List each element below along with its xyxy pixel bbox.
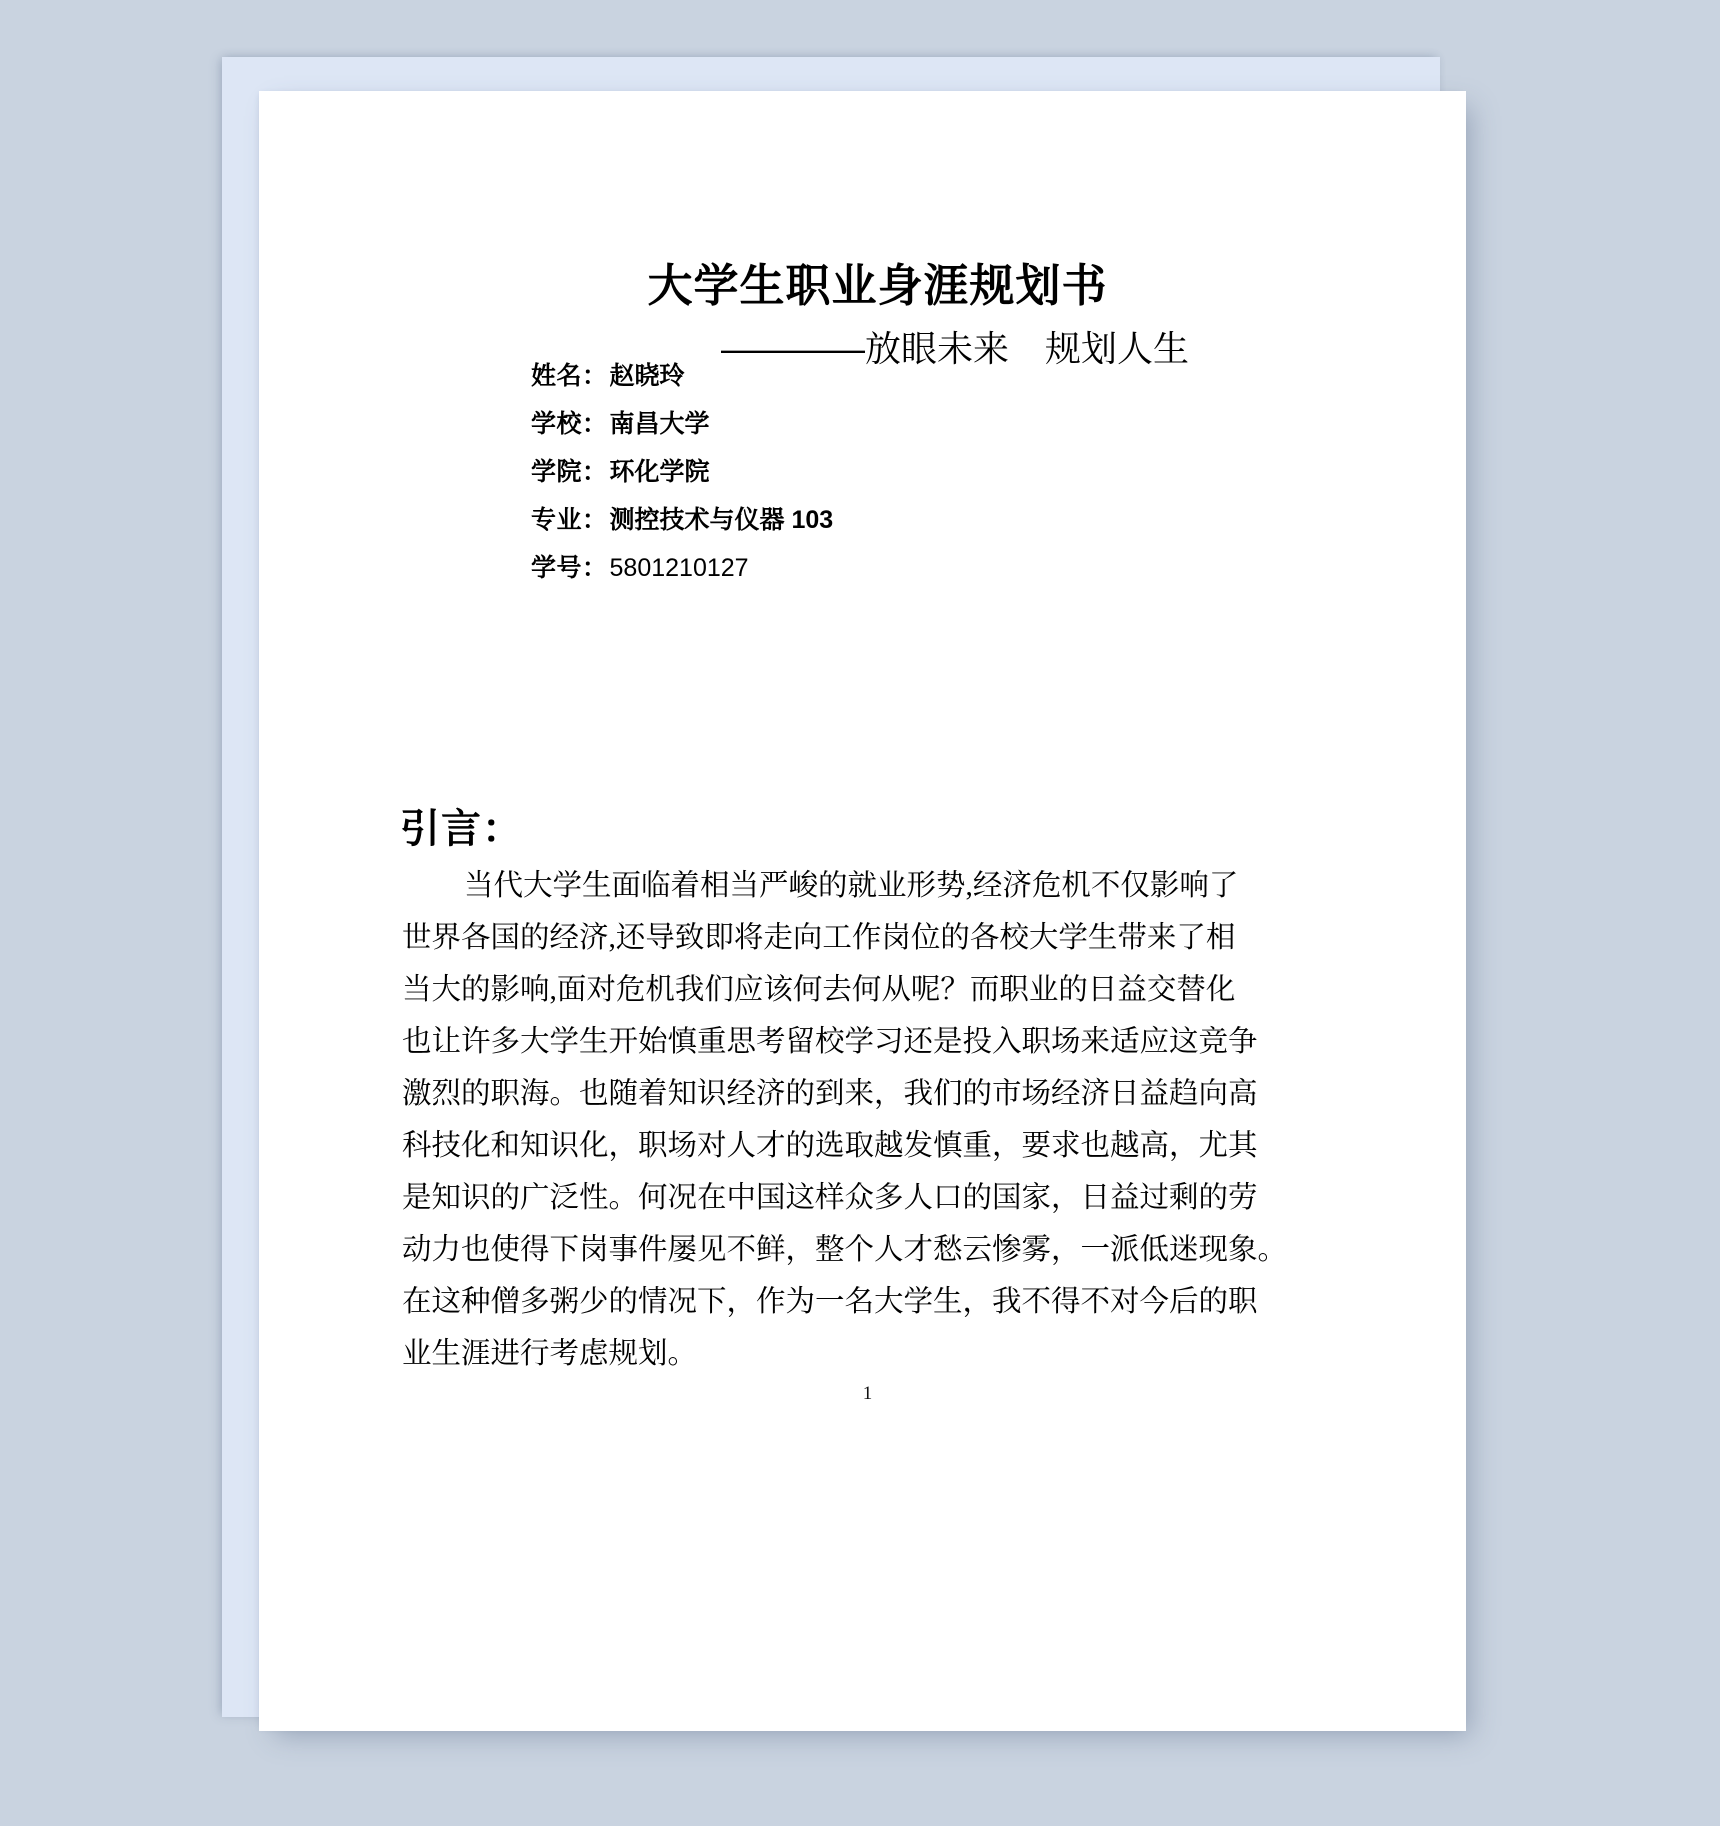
info-value-student-id: 5801210127	[609, 554, 749, 582]
introduction-paragraph	[402, 860, 1304, 1380]
document-page	[259, 91, 1466, 1731]
page-subtitle: ————放眼未来 规划人生	[720, 328, 1189, 369]
info-row-major	[531, 508, 1231, 533]
info-value-college: 环化学院	[609, 458, 710, 486]
section-heading-introduction: 引言：	[400, 806, 523, 851]
body-line: 当代大学生面临着相当严峻的就业形势,经济危机不仅影响了	[464, 870, 1239, 902]
info-label-college: 学院：	[531, 458, 608, 486]
body-line: 当大的影响,面对危机我们应该何去何从呢？而职业的日益交替化	[402, 974, 1236, 1006]
body-line: 科技化和知识化，职场对人才的选取越发慎重，要求也越高，尤其	[402, 1130, 1258, 1162]
body-line: 在这种僧多粥少的情况下，作为一名大学生，我不得不对今后的职	[402, 1286, 1258, 1318]
info-value-name: 赵晓玲	[609, 362, 685, 390]
info-value-major: 测控技术与仪器 103	[609, 506, 834, 534]
page-title: 大学生职业身涯规划书	[647, 260, 1108, 311]
body-line: 世界各国的经济,还导致即将走向工作岗位的各校大学生带来了相	[402, 922, 1236, 954]
body-line: 也让许多大学生开始慎重思考留校学习还是投入职场来适应这竞争	[402, 1026, 1258, 1058]
body-line: 动力也使得下岗事件屡见不鲜，整个人才愁云惨雾，一派低迷现象。	[402, 1234, 1288, 1266]
info-value-school: 南昌大学	[609, 410, 710, 438]
info-row-name	[531, 364, 1231, 389]
info-label-major: 专业：	[531, 506, 608, 534]
info-row-student-id	[531, 556, 1231, 581]
document-content	[259, 91, 1466, 1731]
page-number: 1	[862, 1383, 873, 1404]
info-row-college	[531, 460, 1231, 485]
info-label-school: 学校：	[531, 410, 608, 438]
info-label-name: 姓名：	[531, 362, 608, 390]
body-line: 激烈的职海。也随着知识经济的到来，我们的市场经济日益趋向高	[402, 1078, 1258, 1110]
body-line: 业生涯进行考虑规划。	[402, 1338, 698, 1370]
body-line: 是知识的广泛性。何况在中国这样众多人口的国家，日益过剩的劳	[402, 1182, 1258, 1214]
info-row-school	[531, 412, 1231, 437]
author-info-block	[531, 364, 1231, 581]
info-label-student-id: 学号：	[531, 554, 608, 582]
